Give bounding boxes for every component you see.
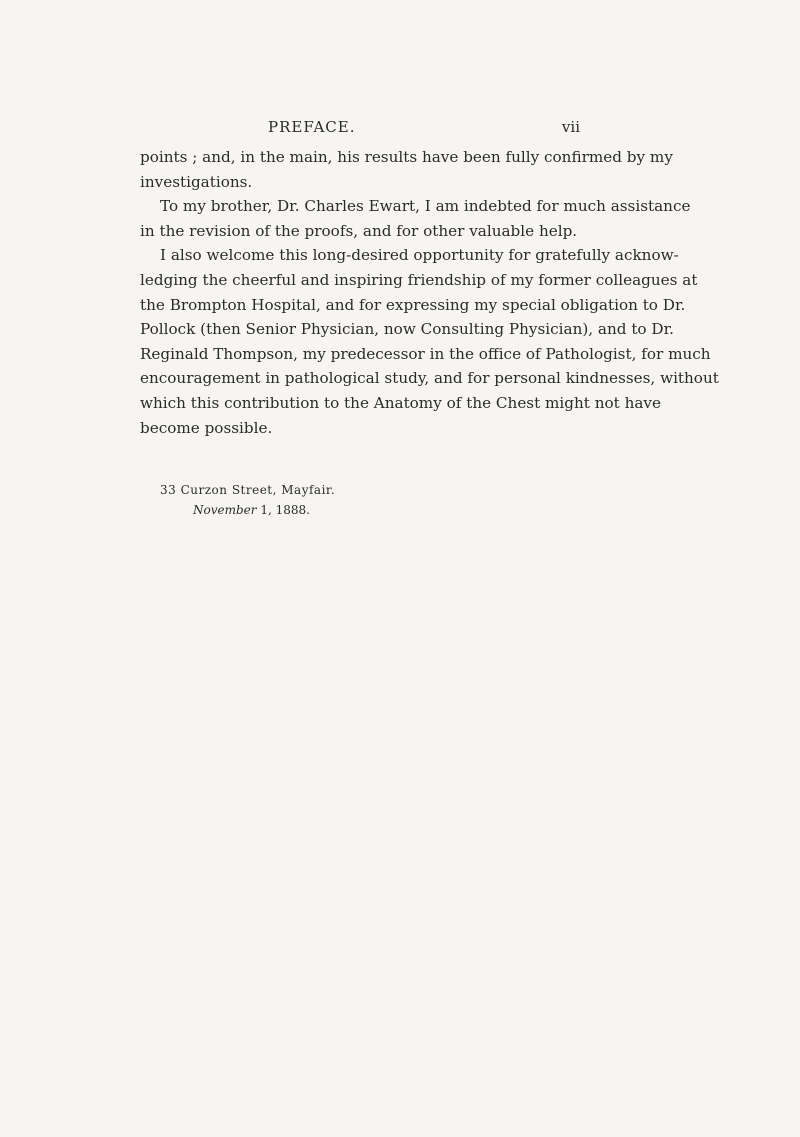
- text-line: I also welcome this long-desired opportunity for gratefully acknow-: [160, 246, 679, 265]
- text-line: encouragement in pathological study, and for personal kindnesses, without: [140, 369, 719, 388]
- text-line: which this contribution to the Anatomy of the Chest might not have: [140, 393, 661, 412]
- text-line: become possible.: [140, 418, 273, 437]
- text-line: points ; and, in the main, his results have been fully confirmed by my: [140, 148, 673, 166]
- date-month: November: [193, 503, 257, 517]
- running-head: [140, 118, 580, 140]
- preface-body: [140, 145, 719, 440]
- text-line: To my brother, Dr. Charles Ewart, I am indebted for much assistance: [160, 197, 691, 216]
- text-line: investigations.: [140, 172, 253, 191]
- date-rest: 1, 1888.: [256, 503, 310, 517]
- address-line: 33 Curzon Street, Mayfair.: [160, 483, 336, 497]
- page-title: PREFACE.: [268, 118, 356, 136]
- text-line: Pollock (then Senior Physician, now Consulting Physician), and to Dr.: [140, 320, 674, 339]
- signature-block: [160, 480, 460, 520]
- page-number: vii: [561, 118, 580, 136]
- date-line: [160, 500, 460, 520]
- text-line: in the revision of the proofs, and for other valuable help.: [140, 221, 578, 240]
- text-line: Reginald Thompson, my predecessor in the office of Pathologist, for much: [140, 344, 711, 363]
- text-line: ledging the cheerful and inspiring friendship of my former colleagues at: [140, 270, 698, 289]
- text-line: the Brompton Hospital, and for expressing my special obligation to Dr.: [140, 295, 686, 314]
